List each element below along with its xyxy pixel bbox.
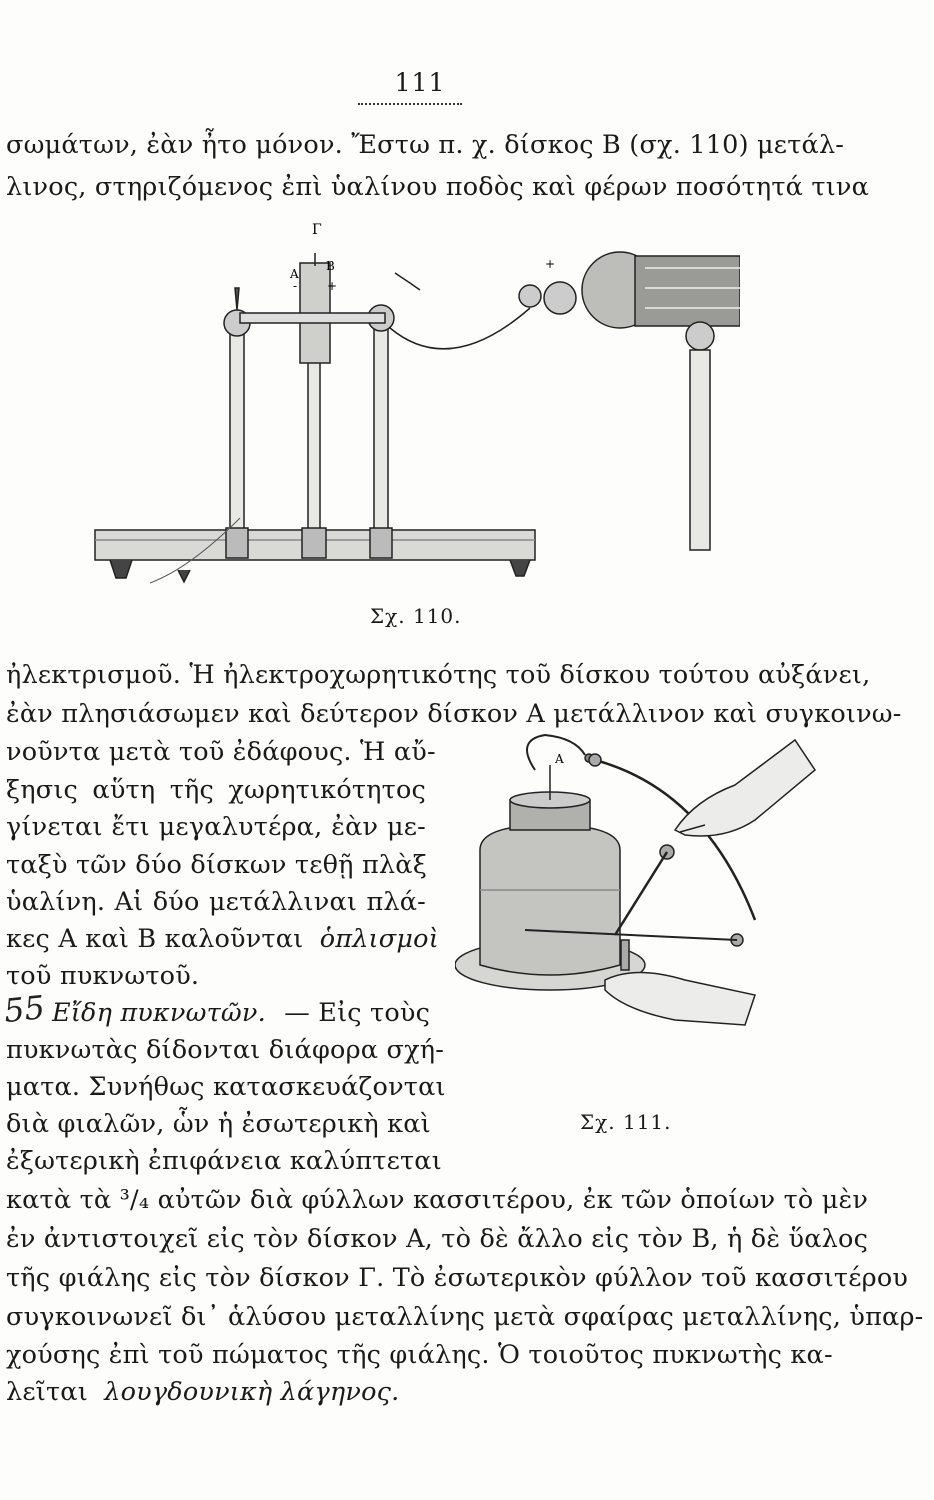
figure-111-leyden-jar: [455, 730, 820, 1030]
figure-label-a: Α: [555, 752, 564, 766]
italic-term: λουγδουνικὴ λάγηνος.: [104, 1377, 400, 1407]
figure-label-b: Β: [326, 259, 335, 273]
section-heading: Εἴδη πυκνωτῶν.: [52, 998, 266, 1028]
text-line: διὰ φιαλῶν, ὧν ἡ ἐσωτερικὴ καὶ: [6, 1109, 431, 1139]
text-line: ἐν ἀντιστοιχεῖ εἰς τὸν δίσκον Α, τὸ δὲ ἄλλο εἰς τὸν Β, ἡ δὲ ὕαλος: [6, 1224, 869, 1254]
figure-label-minus: -: [293, 279, 298, 293]
text-line: [6, 1377, 400, 1407]
text-line: τοῦ πυκνωτοῦ.: [6, 961, 200, 991]
text-line: [6, 924, 439, 954]
text-line: ὑαλίνη. Αἱ δύο μετάλλιναι πλά-: [6, 887, 426, 917]
text-span: κες Α καὶ Β καλοῦνται: [6, 924, 304, 954]
text-line: ἠλεκτρισμοῦ. Ἡ ἠλεκτροχωρητικότης τοῦ δίσκου τούτου αὐξάνει,: [6, 660, 871, 690]
text-span: — Εἰς τοὺς: [284, 998, 431, 1028]
figure-110-caption: Σχ. 110.: [370, 604, 462, 628]
italic-term: ὁπλισμοὶ: [319, 924, 439, 954]
figure-label-plus: +: [327, 279, 338, 293]
margin-handwritten-number: 55: [2, 987, 47, 1031]
figure-label-gamma: Γ: [312, 222, 322, 238]
text-line: χούσης ἐπὶ τοῦ πώματος τῆς φιάλης. Ὁ τοιοῦτος πυκνωτὴς κα-: [6, 1340, 833, 1370]
figure-111-caption: Σχ. 111.: [580, 1110, 672, 1134]
text-line: ταξὺ τῶν δύο δίσκων τεθῇ πλὰξ: [6, 850, 427, 880]
text-line: σωμάτων, ἐὰν ἦτο μόνον. Ἔστω π. χ. δίσκος Β (σχ. 110) μετάλ-: [6, 130, 845, 160]
text-line: γίνεται ἔτι μεγαλυτέρα, ἐὰν με-: [6, 812, 426, 842]
text-line: κατὰ τὰ ³/₄ αὐτῶν διὰ φύλλων κασσιτέρου, ἐκ τῶν ὁποίων τὸ μὲν: [6, 1185, 869, 1215]
figure-110-apparatus: [90, 218, 740, 598]
figure-label-a: Α: [290, 267, 299, 281]
text-line: νοῦντα μετὰ τοῦ ἐδάφους. Ἡ αὔ-: [6, 737, 436, 767]
text-line: ἐὰν πλησιάσωμεν καὶ δεύτερον δίσκον Α μετάλλινον καὶ συγκοινω-: [6, 699, 902, 729]
page-number: 111: [394, 68, 446, 97]
figure-label-plus-right: +: [545, 257, 556, 271]
text-line: ματα. Συνήθως κατασκευάζονται: [6, 1072, 446, 1102]
text-line: ξησις αὕτη τῆς χωρητικότητος: [6, 775, 426, 805]
text-line: τῆς φιάλης εἰς τὸν δίσκον Γ. Τὸ ἐσωτερικὸν φύλλον τοῦ κασσιτέρου: [6, 1263, 909, 1293]
text-line: λινος, στηριζόμενος ἐπὶ ὑαλίνου ποδὸς καὶ φέρων ποσότητά τινα: [6, 172, 870, 202]
text-line: ἐξωτερικὴ ἐπιφάνεια καλύπτεται: [6, 1146, 442, 1176]
text-line: [52, 998, 431, 1028]
header-rule: [358, 103, 462, 105]
text-line: πυκνωτὰς δίδονται διάφορα σχή-: [6, 1035, 445, 1065]
text-span: λεῖται: [6, 1377, 88, 1407]
text-line: συγκοινωνεῖ δι᾽ ἁλύσου μεταλλίνης μετὰ σφαίρας μεταλλίνης, ὑπαρ-: [6, 1302, 924, 1332]
